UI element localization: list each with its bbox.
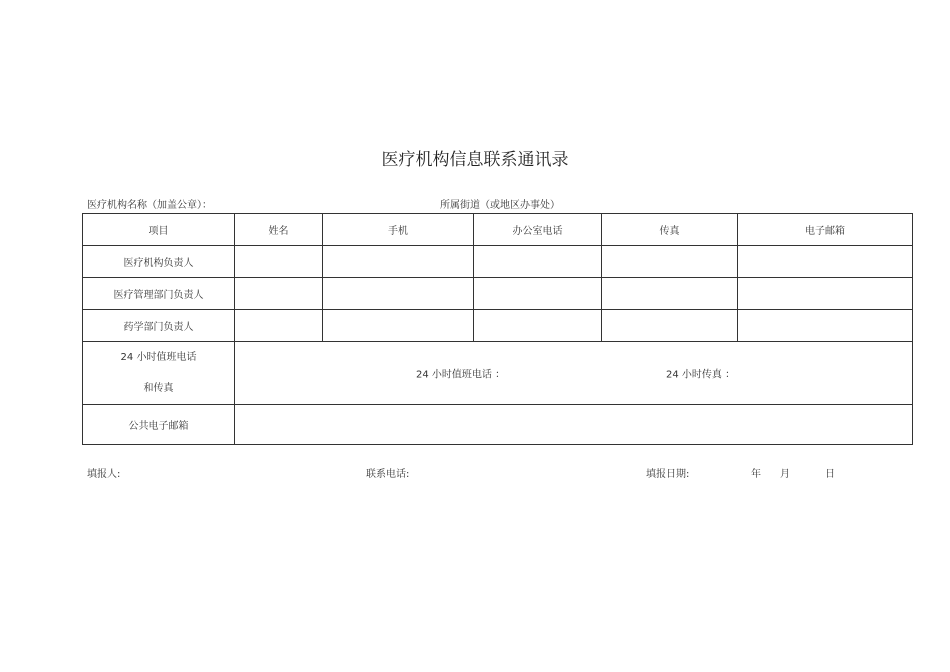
header-email: 电子邮箱: [738, 214, 913, 246]
header-item: 项目: [83, 214, 235, 246]
public-email-row: [83, 405, 913, 445]
header-office-phone: 办公室电话: [474, 214, 602, 246]
header-name: 姓名: [235, 214, 323, 246]
row-label-medical-admin-head: 医疗管理部门负责人: [83, 278, 235, 310]
year-label: 年: [751, 469, 761, 480]
institution-name-label: 医疗机构名称（加盖公章）：: [87, 200, 212, 211]
header-mobile: 手机: [323, 214, 474, 246]
table-row: [83, 310, 913, 342]
office-phone-cell[interactable]: [474, 246, 602, 278]
name-cell[interactable]: [235, 278, 323, 310]
mobile-cell[interactable]: [323, 246, 474, 278]
hotline-value-cell[interactable]: [235, 342, 913, 405]
hotline-label-line2: 和传真: [143, 383, 174, 394]
hotline-phone-label: 24 小时值班电话 ：: [416, 369, 506, 381]
fax-cell[interactable]: [602, 310, 738, 342]
table-row: [83, 278, 913, 310]
mobile-cell[interactable]: [323, 310, 474, 342]
month-label: 月: [780, 469, 790, 480]
email-cell[interactable]: [738, 278, 913, 310]
name-cell[interactable]: [235, 310, 323, 342]
hotline-label-line1: 24 小时值班电话: [120, 352, 197, 363]
email-cell[interactable]: [738, 310, 913, 342]
public-email-label: 公共电子邮箱: [83, 405, 235, 445]
contact-phone-label: 联系电话:: [366, 469, 410, 480]
mobile-cell[interactable]: [323, 278, 474, 310]
hotline-label-cell: [83, 342, 235, 405]
header-row: [83, 214, 913, 246]
office-phone-cell[interactable]: [474, 310, 602, 342]
office-phone-cell[interactable]: [474, 278, 602, 310]
email-cell[interactable]: [738, 246, 913, 278]
document-title: 医疗机构信息联系通讯录: [381, 150, 569, 170]
table-row: [83, 246, 913, 278]
row-label-pharmacy-head: 药学部门负责人: [83, 310, 235, 342]
row-label-institution-head: 医疗机构负责人: [83, 246, 235, 278]
public-email-value-cell[interactable]: [235, 405, 913, 445]
filler-label: 填报人:: [87, 469, 121, 480]
fax-cell[interactable]: [602, 246, 738, 278]
hotline-row: [83, 342, 913, 405]
fax-cell[interactable]: [602, 278, 738, 310]
name-cell[interactable]: [235, 246, 323, 278]
contact-form-table: [82, 213, 913, 445]
street-label: 所属街道（或地区办事处）: [440, 200, 560, 211]
fill-date-label: 填报日期:: [646, 469, 690, 480]
header-fax: 传真: [602, 214, 738, 246]
day-label: 日: [825, 469, 835, 480]
hotline-fax-label: 24 小时传真 ：: [666, 369, 736, 381]
